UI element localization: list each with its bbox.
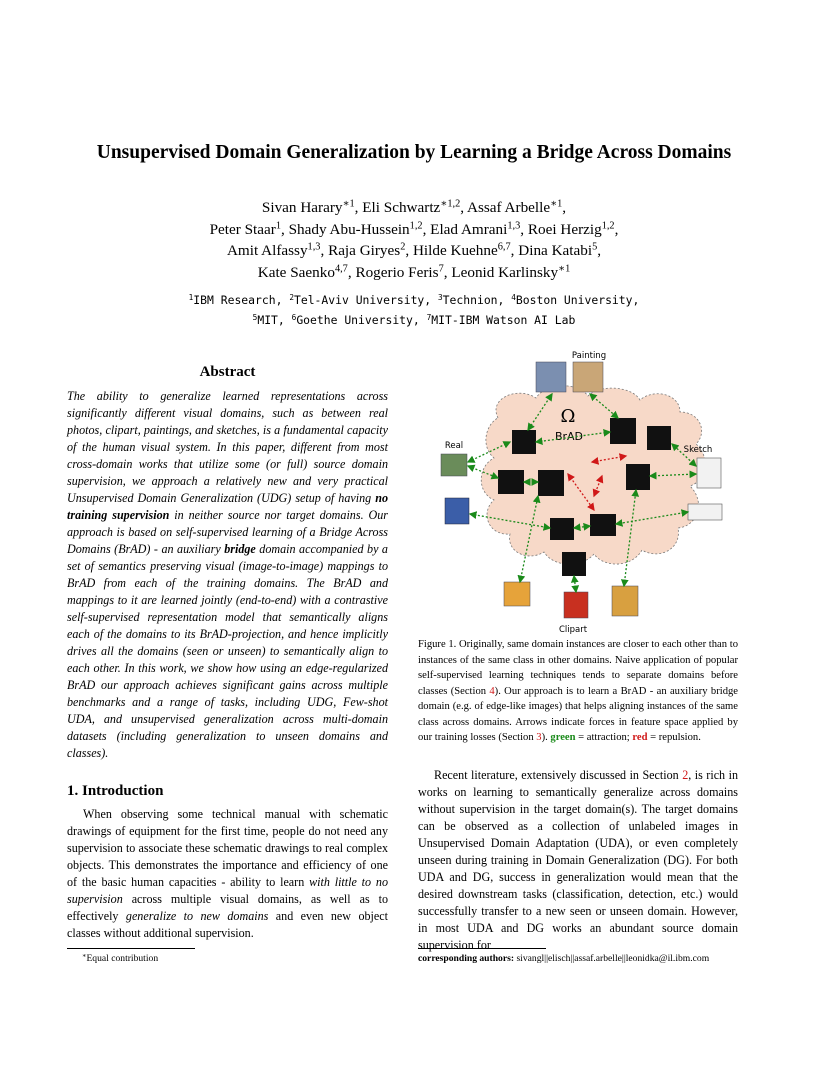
author-affiliation-mark: 2	[400, 241, 406, 253]
author-affiliation-mark: 4,7	[334, 262, 348, 274]
author-name: Assaf Arbelle	[467, 199, 551, 216]
affiliation-mark: 2	[289, 292, 294, 302]
intro-paragraph	[67, 806, 388, 942]
figure-1-caption	[418, 637, 738, 746]
footnote-text: sivangl||elisch||assaf.arbelle||leonidka@il.ibm.com	[514, 953, 710, 964]
brad-edge-image	[562, 552, 586, 576]
sketch-label: Sketch	[683, 445, 713, 455]
abstract-body	[67, 388, 388, 762]
clipart-image-house	[504, 582, 530, 606]
footnote-corresponding-authors	[418, 953, 709, 965]
author-name: Roei Herzig	[527, 220, 602, 238]
legend-green: green	[550, 732, 576, 743]
section-heading-introduction: 1. Introduction	[67, 783, 164, 799]
author-name: Eli Schwartz	[362, 199, 441, 216]
abstract-emphasis: no training supervision	[67, 491, 388, 522]
real-image-house	[441, 454, 467, 476]
footnote-mark: ∗	[82, 952, 87, 960]
footnote-rule	[67, 948, 195, 949]
brad-edge-image	[647, 426, 671, 450]
author-name: Hilde Kuehne	[412, 242, 498, 259]
affiliation-name: Boston University,	[515, 293, 640, 307]
real-image-guitar	[445, 498, 469, 524]
clipart-image-guitar	[564, 592, 588, 618]
body-text: Recent literature, extensively discussed in Section	[434, 768, 683, 782]
brad-edge-image	[550, 518, 574, 540]
footnote-label: corresponding authors:	[418, 953, 515, 964]
author-name: Kate Saenko	[257, 263, 335, 281]
abstract-heading: Abstract	[199, 364, 256, 380]
caption-text: ). Our approach is to learn a BrAD - an auxiliary bridge domain (e.g. of edge-like images) that helps aligning instances of the same class across domains. Arrows indicate forces in feature space applied by our training losses (Section	[418, 685, 738, 743]
author-affiliation-mark: 1,2	[409, 219, 423, 231]
brad-edge-image	[626, 464, 650, 490]
brad-edge-image	[610, 418, 636, 444]
brad-label: BrAD	[554, 430, 584, 443]
painting-image-house	[536, 362, 566, 392]
affiliation-name: Technion,	[442, 293, 512, 307]
affiliation-mark: 3	[438, 292, 443, 302]
paper-title: Unsupervised Domain Generalization by Learning a Bridge Across Domains	[96, 142, 732, 163]
footnote-text: Equal contribution	[86, 953, 159, 964]
painting-image-giraffe	[573, 362, 603, 392]
abstract-text: domain accompanied by a set of semantics preserving visual (image-to-image) mappings to BrAD from each of the training domains. The BrAD and mappings to it are learned jointly (end-to-end) with a contrastive self-supervised representation model that semantically aligns each of the domains to its BrAD-projection, and hence implicitly drives all the domains (seen or unseen) to semantically align to each other. In this work, we show how using an edge-regularized BrAD our approach achieves significant gains across multiple benchmarks and a range of tasks, including UDG, Few-shot UDA, and unsupervised generalization across multi-domain datasets (including generalization to unseen domains and classes).	[67, 542, 388, 760]
affiliation-name: MIT,	[257, 313, 292, 327]
clipart-label: Clipart	[558, 625, 588, 635]
section-ref-link[interactable]: 4	[489, 685, 495, 697]
affiliation-mark: 7	[426, 312, 432, 322]
author-line: Sivan Harary$^{∗1}$, Eli Schwartz$^{∗1,2}$, Assaf Arbelle$^{∗1}$,	[261, 198, 567, 216]
abstract-emphasis: bridge	[224, 542, 256, 556]
body-text: , is rich in works on learning to semantically generalize across domains without supervision in the target domain(s). The target domains can be observed as a collection of unlabeled images in Unsupervised Domain Adaptation (UDA), or even completely unseen during training in Domain Generalization (DG). For both UDA and DG, success in generalization would mean that the desired downstream tasks (classification, detection, etc.) would successfully transfer to a new seen or unseen domain. However, in most UDA and DG works an abundant source domain supervision for	[418, 768, 738, 952]
affiliation-name: IBM Research,	[193, 293, 290, 307]
figure-1	[418, 346, 748, 636]
affiliation-name: MIT-IBM Watson AI Lab	[431, 313, 576, 327]
author-affiliation-mark: ∗1	[342, 198, 355, 210]
caption-text: = repulsion.	[647, 732, 701, 743]
real-label: Real	[444, 441, 464, 451]
intro-text: When observing some technical manual with schematic drawings of equipment for the first time, people do not need any supervision to associate these schematic drawings to real complex objects. This demonstrates the importance and efficiency of one of the basic human capacities - ability to learn	[67, 807, 388, 889]
intro-text: and even new object classes without additional supervision.	[67, 909, 388, 940]
author-name: Rogerio Feris	[355, 263, 439, 281]
author-name: Peter Staar	[209, 220, 276, 238]
author-affiliation-mark: ∗1	[550, 198, 563, 210]
author-affiliation-mark: 1,3	[507, 219, 521, 231]
sketch-image-giraffe	[697, 458, 721, 488]
author-affiliation-mark: 6,7	[497, 241, 511, 253]
author-line: Kate Saenko$^{4,7}$, Rogerio Feris$^7$, Leonid Karlinsky$^{∗1}$	[257, 262, 571, 281]
abstract-text: in neither source nor target domains. Our approach is based on self-supervised learning of a Bridge Across Domains (BrAD) - an auxiliary	[67, 508, 388, 556]
bridge-diagram	[418, 346, 748, 636]
legend-red: red	[632, 732, 648, 743]
intro-text: across multiple visual domains, as well as to effectively	[67, 892, 388, 923]
affiliation-mark: 4	[511, 292, 516, 302]
author-name: Leonid Karlinsky	[451, 263, 559, 281]
author-name: Dina Katabi	[518, 242, 593, 259]
affiliations	[0, 290, 828, 330]
brad-edge-image	[538, 470, 564, 496]
omega-symbol: Ω	[560, 406, 576, 427]
brad-edge-image	[590, 514, 616, 536]
author-name: Shady Abu-Hussein	[288, 220, 410, 238]
author-affiliation-mark: 1,3	[307, 241, 321, 253]
footnote-rule	[418, 948, 546, 949]
section-ref-link[interactable]: 3	[536, 732, 542, 743]
affiliation-mark: 6	[291, 312, 297, 322]
author-name: Amit Alfassy	[226, 242, 308, 259]
intro-emphasis: with little to no supervision	[67, 875, 388, 906]
right-column-paragraph	[418, 767, 738, 954]
caption-text: = attraction;	[575, 732, 633, 743]
affiliation-line	[0, 310, 828, 330]
author-line: Peter Staar$^1$, Shady Abu-Hussein$^{1,2}$, Elad Amrani$^{1,3}$, Roei Herzig$^{1,2}$,	[209, 219, 619, 238]
author-name: Elad Amrani	[430, 220, 508, 238]
sketch-image-guitar	[688, 504, 722, 520]
author-list	[0, 197, 828, 283]
section-ref-link[interactable]: 2	[682, 768, 689, 782]
affiliation-mark: 5	[252, 312, 258, 322]
brad-edge-image	[498, 470, 524, 494]
abstract-text: The ability to generalize learned representations across significantly different visual domains, such as between real photos, clipart, paintings, and sketches, is a fundamental capacity of the human visual system. In this paper, different from most cross-domain works that utilize some (or full) source domain supervision, we approach a relatively new and very practical Unsupervised Domain Generalization (UDG) setup of having	[67, 389, 388, 505]
author-affiliation-mark: ∗1,2	[440, 198, 461, 210]
author-affiliation-mark: 1	[275, 219, 281, 231]
author-affiliation-mark: 5	[592, 241, 598, 253]
affiliation-mark: 1	[188, 292, 194, 302]
author-line: Amit Alfassy$^{1,3}$, Raja Giryes$^2$, Hilde Kuehne$^{6,7}$, Dina Katabi$^5$,	[226, 241, 602, 259]
clipart-image-giraffe	[612, 586, 638, 616]
brad-edge-image	[512, 430, 536, 454]
affiliation-name: Tel-Aviv University,	[293, 293, 438, 307]
painting-label: Painting	[571, 351, 607, 361]
author-name: Raja Giryes	[328, 242, 401, 259]
caption-text: ).	[541, 732, 551, 743]
intro-emphasis: generalize to new domains	[125, 909, 269, 923]
affiliation-line	[0, 290, 828, 310]
author-name: Sivan Harary	[261, 199, 343, 216]
author-affiliation-mark: ∗1	[558, 262, 571, 274]
author-affiliation-mark: 1,2	[601, 219, 615, 231]
caption-text: Figure 1. Originally, same domain instances are closer to each other than to instances of the same class in other domains. Naive application of popular self-supervised learning techniques tends to separate domains before classes (Section	[418, 639, 738, 697]
footnote-equal-contribution	[82, 953, 158, 965]
author-affiliation-mark: 7	[438, 262, 444, 274]
affiliation-name: Goethe University,	[296, 313, 427, 327]
